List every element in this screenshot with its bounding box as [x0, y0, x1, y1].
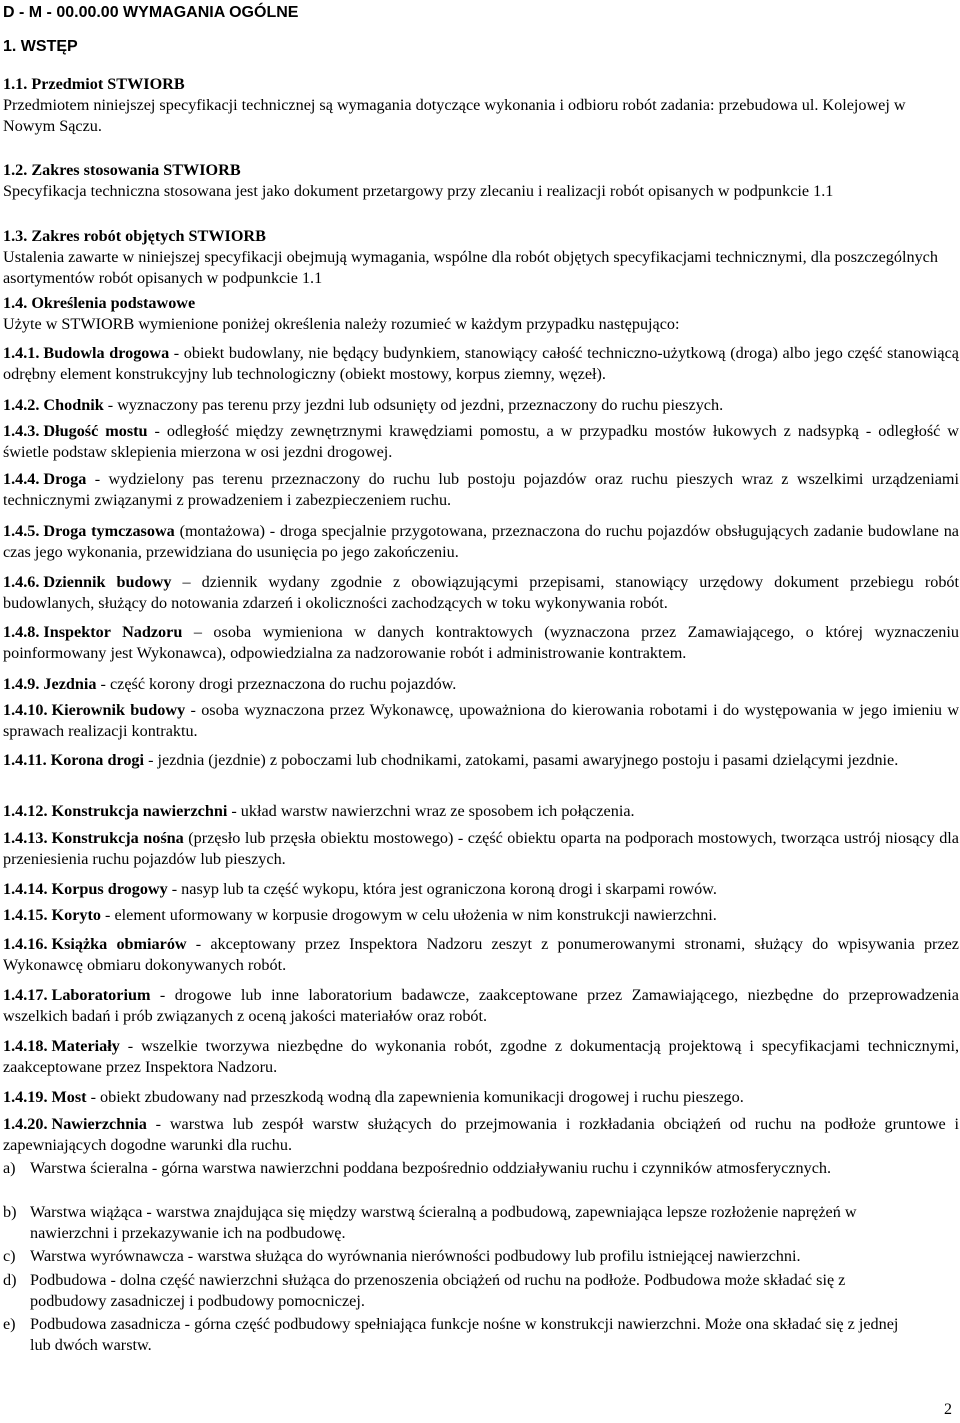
- definition-text: - akceptowany przez Inspektora Nadzoru zeszyt z ponumerowanymi stronami, służący do wpisywania przez Wykonawcę obmiaru dokonywanych robót.: [3, 935, 959, 974]
- list-item: [3, 1314, 913, 1356]
- page-number: 2: [944, 1401, 952, 1418]
- definition-term: Korona drogi: [50, 751, 145, 769]
- definition-number: 1.4.2.: [3, 396, 40, 414]
- definition-item: [3, 879, 959, 900]
- definition-term: Inspektor Nadzoru: [43, 623, 183, 641]
- definition-term: Chodnik: [43, 396, 104, 414]
- definition-term: Korpus drogowy: [51, 880, 168, 898]
- section-1-2: [3, 160, 957, 202]
- definition-term: Droga tymczasowa: [43, 522, 175, 540]
- list-item: [3, 1202, 913, 1244]
- definition-number: 1.4.5.: [3, 522, 40, 540]
- definition-text: - warstwa lub zespół warstw służących do przejmowania i rozkładania obciążeń od ruchu na podłoże gruntowe i zapewniających dogodne warunki dla ruchu.: [3, 1115, 959, 1154]
- definition-term: Długość mostu: [43, 422, 148, 440]
- definition-item: [3, 622, 959, 664]
- definition-text: - obiekt budowlany, nie będący budynkiem, stanowiący całość techniczno-użytkową (droga) albo jego część stanowiącą odrębny element konstrukcyjny lub technologiczny (obiekt mostowy, korpus ziemny, węzeł).: [3, 344, 959, 383]
- section-1-2-heading: 1.2. Zakres stosowania STWIORB: [3, 161, 241, 179]
- definition-text: - drogowe lub inne laboratorium badawcze, zaakceptowane przez Zamawiającego, niezbędne do przeprowadzenia wszelkich badań i prób związanych z oceną jakości materiałów oraz robót.: [3, 986, 959, 1025]
- definition-text: - jezdnia (jezdnie) z poboczami lub chodnikami, zatokami, pasami awaryjnego postoju i pasami dzielącymi jezdnie.: [144, 751, 899, 769]
- list-text: Podbudowa - dolna część nawierzchni służąca do przenoszenia obciążeń od ruchu na podłoże. Podbudowa może składać się z podbudowy zasadniczej i podbudowy pomocniczej.: [30, 1271, 846, 1310]
- definition-number: 1.4.4.: [3, 470, 40, 488]
- definition-number: 1.4.15.: [3, 906, 48, 924]
- definition-text: - wyznaczony pas terenu przy jezdni lub odsunięty od jezdni, przeznaczony do ruchu pieszych.: [103, 396, 724, 414]
- definition-text: - układ warstw nawierzchni wraz ze sposobem ich połączenia.: [227, 802, 635, 820]
- definition-term: Nawierzchnia: [51, 1115, 147, 1133]
- definition-text: - element uformowany w korpusie drogowym w celu ułożenia w nim konstrukcji nawierzchni.: [100, 906, 717, 924]
- definition-number: 1.4.17.: [3, 986, 48, 1004]
- section-1-4: [3, 293, 957, 335]
- definition-term: Konstrukcja nawierzchni: [51, 802, 228, 820]
- definition-text: - odległość między zewnętrznymi krawędziami pomostu, a w przypadku mostów łukowych z nadsypką - odległość w świetle podstaw sklepienia mierzona w osi jezdni drogowej.: [3, 422, 959, 461]
- definition-term: Laboratorium: [51, 986, 151, 1004]
- list-marker: d): [3, 1271, 17, 1289]
- definition-term: Most: [51, 1088, 87, 1106]
- section-1-3-text: Ustalenia zawarte w niniejszej specyfikacji obejmują wymagania, wspólne dla robót objętych specyfikacjami technicznymi, dla poszczególnych asortymentów robót opisanych w podpunkcie 1.1: [3, 248, 938, 287]
- section-1-4-heading: 1.4. Określenia podstawowe: [3, 294, 196, 312]
- definition-item: [3, 750, 959, 771]
- definition-item: [3, 674, 959, 695]
- definition-item: [3, 934, 959, 976]
- definition-term: Jezdnia: [43, 675, 97, 693]
- definition-text: - obiekt zbudowany nad przeszkodą wodną dla zapewnienia komunikacji drogowej i ruchu pieszego.: [86, 1088, 744, 1106]
- list-text: Podbudowa zasadnicza - górna część podbudowy spełniająca funkcje nośne w konstrukcji nawierzchni. Może ona składać się z jednej lub dwóch warstw.: [30, 1315, 899, 1354]
- definition-number: 1.4.3.: [3, 422, 40, 440]
- definition-number: 1.4.1.: [3, 344, 40, 362]
- definition-item: [3, 905, 959, 926]
- definition-number: 1.4.14.: [3, 880, 48, 898]
- definition-text: - osoba wyznaczona przez Wykonawcę, upoważniona do kierowania robotami i do występowania w jego imieniu w sprawach realizacji kontraktu.: [3, 701, 960, 740]
- list-marker: a): [3, 1159, 16, 1177]
- section-heading-introduction: 1. WSTĘP: [3, 38, 78, 55]
- definition-item: [3, 469, 959, 511]
- list-text: Warstwa ścieralna - górna warstwa nawierzchni poddana bezpośrednio oddziaływaniu ruchu i czynników atmosferycznych.: [30, 1159, 832, 1177]
- definition-text: (przęsło lub przęsła obiektu mostowego) - część obiektu oparta na podporach mostowych, tworząca ustrój niosący dla przeniesienia ruchu pojazdów lub pieszych.: [3, 829, 959, 868]
- section-1-1-text: Przedmiotem niniejszej specyfikacji technicznej są wymagania dotyczące wykonania i odbioru robót zadania: przebudowa ul. Kolejowej w Nowym Sączu.: [3, 96, 906, 135]
- definition-number: 1.4.16.: [3, 935, 48, 953]
- list-text: Warstwa wiążąca - warstwa znajdująca się między warstwą ścieralną a podbudową, zapewniająca lepsze rozłożenie naprężeń w nawierzchni i przekazywanie ich na podbudowę.: [30, 1203, 857, 1242]
- definition-term: Konstrukcja nośna: [51, 829, 184, 847]
- definition-item: [3, 985, 959, 1027]
- list-item: [3, 1246, 913, 1267]
- definition-item: [3, 521, 959, 563]
- document-title: D - M - 00.00.00 WYMAGANIA OGÓLNE: [3, 4, 299, 21]
- definition-term: Koryto: [51, 906, 101, 924]
- definition-term: Książka obmiarów: [51, 935, 187, 953]
- section-1-1-heading: 1.1. Przedmiot STWIORB: [3, 75, 185, 93]
- definition-text: - wszelkie tworzywa niezbędne do wykonania robót, zgodne z dokumentacją projektową i specyfikacjami technicznymi, zaakceptowane przez Inspektora Nadzoru.: [3, 1037, 959, 1076]
- definition-number: 1.4.18.: [3, 1037, 48, 1055]
- definition-number: 1.4.19.: [3, 1088, 48, 1106]
- list-item: [3, 1270, 913, 1312]
- definition-number: 1.4.11.: [3, 751, 47, 769]
- list-marker: e): [3, 1315, 16, 1333]
- definition-number: 1.4.12.: [3, 802, 48, 820]
- section-1-2-text: Specyfikacja techniczna stosowana jest jako dokument przetargowy przy zlecaniu i realizacji robót opisanych w podpunkcie 1.1: [3, 182, 834, 200]
- definition-item: [3, 572, 959, 614]
- list-item: [3, 1158, 913, 1179]
- definition-term: Kierownik budowy: [51, 701, 186, 719]
- definition-text: - część korony drogi przeznaczona do ruchu pojazdów.: [96, 675, 457, 693]
- definition-text: (montażowa) - droga specjalnie przygotowana, przeznaczona do ruchu pojazdów obsługujących zadanie budowlane na czas jego wykonania, przewidziana do usunięcia po jego zakończeniu.: [3, 522, 959, 561]
- section-1-4-text: Użyte w STWIORB wymienione poniżej określenia należy rozumieć w każdym przypadku następująco:: [3, 315, 680, 333]
- definition-text: - nasyp lub ta część wykopu, która jest ograniczona koroną drogi i skarpami rowów.: [167, 880, 717, 898]
- definition-term: Budowla drogowa: [43, 344, 170, 362]
- list-marker: c): [3, 1247, 16, 1265]
- definition-text: – dziennik wydany zgodnie z obowiązującymi przepisami, stanowiący urzędowy dokument przebiegu robót budowlanych, służący do notowania zdarzeń i okoliczności zachodzących w toku wykonywania robót.: [3, 573, 960, 612]
- definition-item: [3, 1036, 959, 1078]
- definition-item: [3, 395, 959, 416]
- definition-item: [3, 421, 959, 463]
- definition-text: - wydzielony pas terenu przeznaczony do ruchu lub postoju pojazdów oraz ruchu pieszych wraz z wszelkimi urządzeniami technicznymi związanymi z prowadzeniem i zabezpieczeniem ruchu.: [3, 470, 959, 509]
- definition-item: [3, 828, 959, 870]
- definition-number: 1.4.10.: [3, 701, 48, 719]
- definition-number: 1.4.8.: [3, 623, 40, 641]
- definition-number: 1.4.6.: [3, 573, 40, 591]
- list-marker: b): [3, 1203, 17, 1221]
- definition-number: 1.4.20.: [3, 1115, 48, 1133]
- section-1-1: [3, 74, 957, 137]
- definition-item: [3, 1087, 959, 1108]
- definition-item: [3, 1114, 959, 1156]
- definition-item: [3, 343, 959, 385]
- section-1-3: [3, 226, 957, 289]
- definition-item: [3, 700, 959, 742]
- definition-text: – osoba wymieniona w danych kontraktowych (wyznaczona przez Zamawiającego, o której wyznaczeniu poinformowany jest Wykonawca), odpowiedzialna za nadzorowanie robót i administrowanie kontraktem.: [3, 623, 959, 662]
- section-1-3-heading: 1.3. Zakres robót objętych STWIORB: [3, 227, 266, 245]
- definition-number: 1.4.9.: [3, 675, 40, 693]
- definition-term: Materiały: [51, 1037, 120, 1055]
- definition-number: 1.4.13.: [3, 829, 48, 847]
- definition-term: Droga: [43, 470, 87, 488]
- list-text: Warstwa wyrównawcza - warstwa służąca do wyrównania nierówności podbudowy lub profilu istniejącej nawierzchni.: [30, 1247, 801, 1265]
- definition-term: Dziennik budowy: [43, 573, 172, 591]
- definition-item: [3, 801, 959, 822]
